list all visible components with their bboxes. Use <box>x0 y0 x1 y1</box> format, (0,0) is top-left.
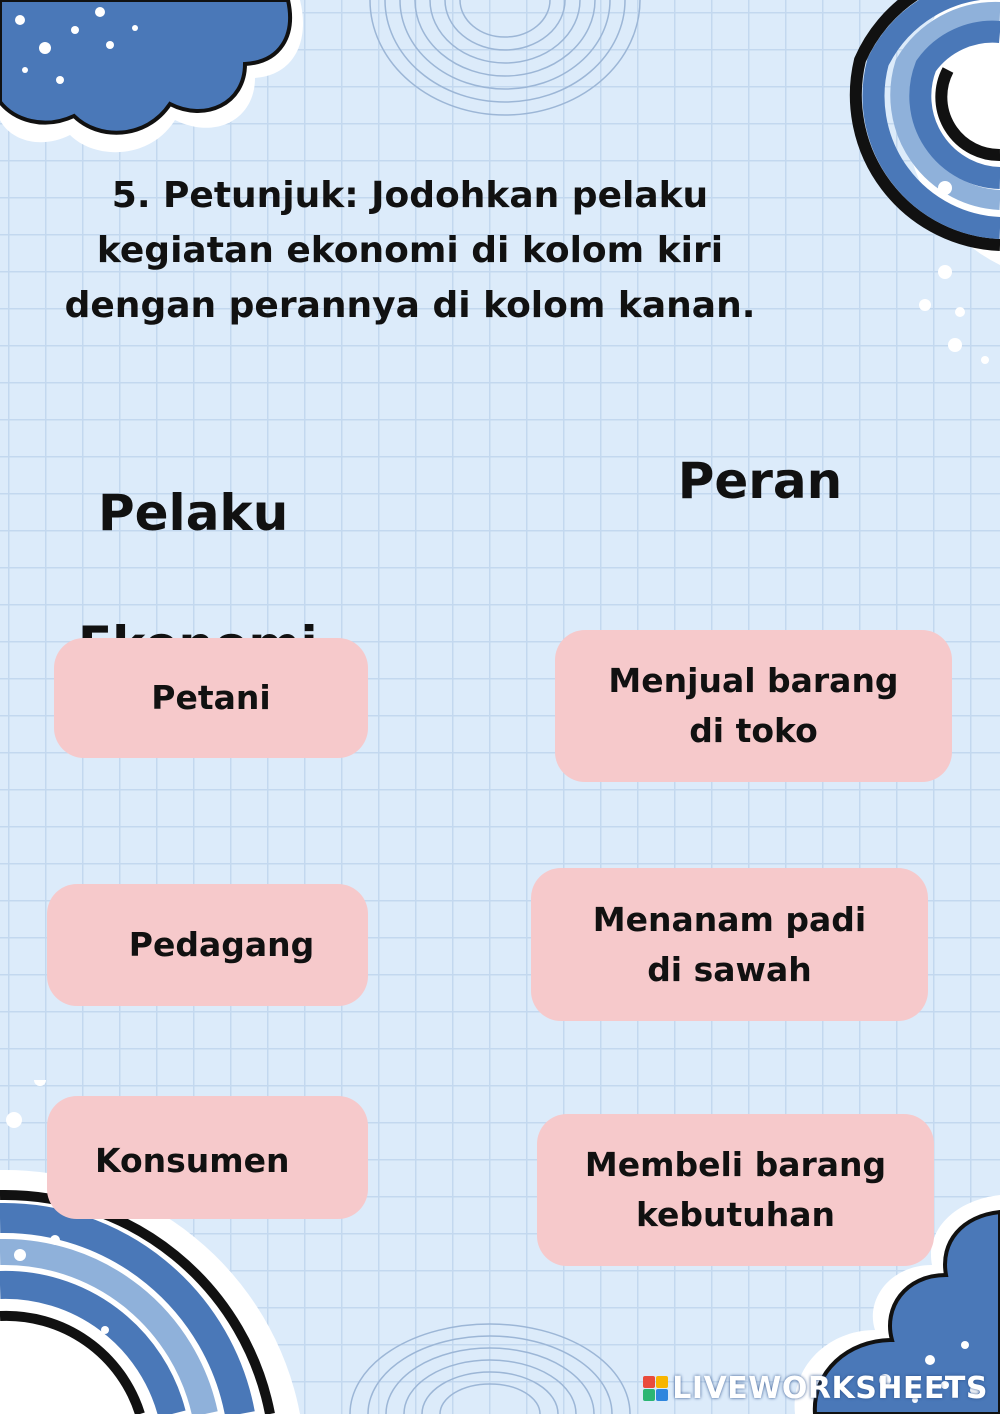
match-card-petani[interactable] <box>54 638 368 758</box>
cloud-top-left-decoration <box>0 0 320 170</box>
card-label: Petani <box>151 678 271 717</box>
match-card-menjual-barang[interactable] <box>555 630 952 782</box>
match-card-menanam-padi[interactable] <box>531 868 928 1021</box>
instruction-text: 5. Petunjuk: Jodohkan pelaku kegiatan ekonomi di kolom kiri dengan perannya di kolom kanan. <box>64 175 756 326</box>
match-card-membeli-barang[interactable] <box>537 1114 934 1266</box>
liveworksheets-logo-icon <box>643 1376 668 1401</box>
watermark-text: LIVEWORKSHEETS <box>672 1371 988 1406</box>
match-card-konsumen[interactable] <box>47 1096 368 1219</box>
card-label: Pedagang <box>128 925 315 964</box>
card-label: Menjual barang di toko <box>608 661 899 750</box>
card-label: Konsumen <box>95 1141 290 1180</box>
card-label: Menanam padi di sawah <box>592 899 867 989</box>
liveworksheets-watermark <box>643 1371 988 1406</box>
rainbow-top-right-decoration <box>760 0 1000 380</box>
arcs-bottom-center-decoration <box>340 1320 640 1414</box>
match-card-pedagang[interactable] <box>47 884 368 1006</box>
card-label: Membeli barang kebutuhan <box>584 1145 887 1234</box>
left-heading-line1: Pelaku <box>98 484 289 542</box>
arcs-top-center-decoration <box>360 0 650 130</box>
right-column-heading: Peran <box>677 452 843 510</box>
